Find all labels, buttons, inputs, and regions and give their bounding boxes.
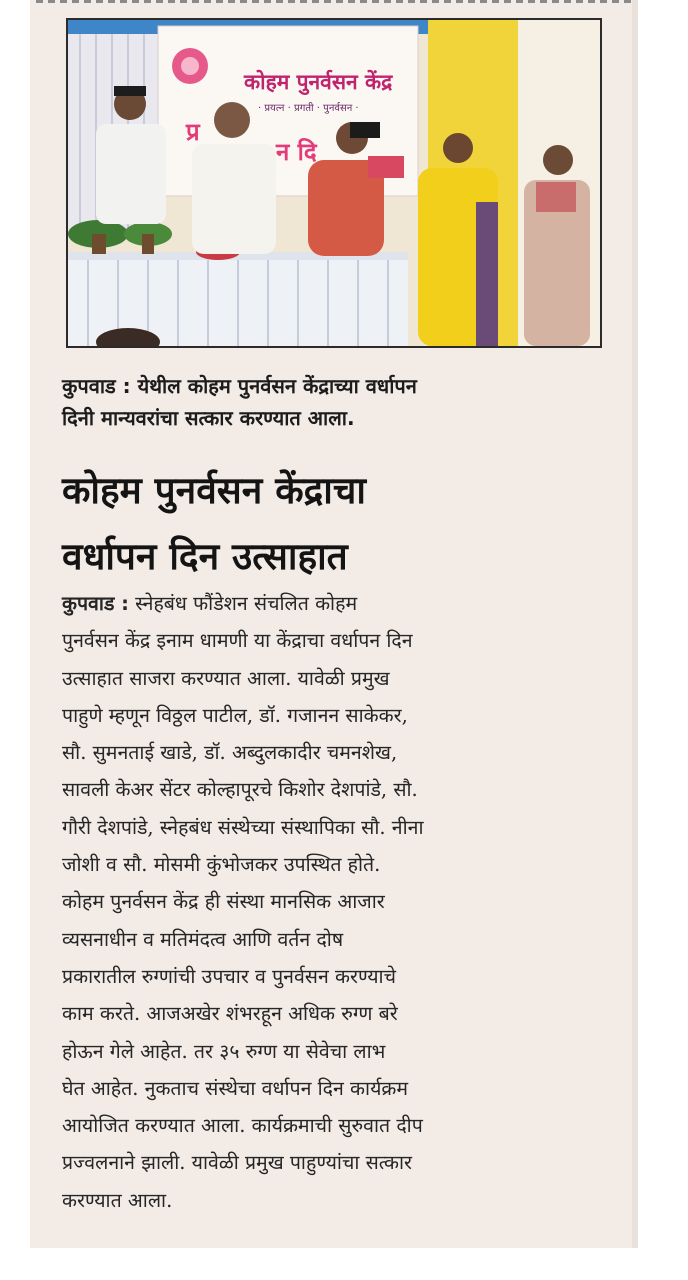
photo-caption <box>62 370 602 434</box>
body-line: प्रज्वलनाने झाली. यावेळी प्रमुख पाहुण्यांचा सत्कार <box>62 1151 413 1175</box>
headline-line: वर्धापन दिन उत्साहात <box>62 535 348 578</box>
caption-line: कुपवाड : येथील कोहम पुनर्वसन केंद्राच्या वर्धापन <box>62 374 417 398</box>
cut-line-divider <box>36 0 632 3</box>
body-line <box>62 585 610 622</box>
body-line: काम करते. आजअखेर शंभरहून अधिक रुग्ण बरे <box>62 1002 398 1026</box>
body-line: व्यसनाधीन व मतिमंदत्व आणि वर्तन दोष <box>62 927 344 951</box>
news-photo <box>66 18 602 348</box>
body-line: घेत आहेत. नुकताच संस्थेचा वर्धापन दिन कार्यक्रम <box>62 1076 409 1100</box>
dateline: कुपवाड : <box>62 592 129 615</box>
body-line: प्रकारातील रुग्णांची उपचार व पुनर्वसन करण्याचे <box>62 964 396 988</box>
headline-line: कोहम पुनर्वसन केंद्राचा <box>62 469 366 512</box>
body-line: गौरी देशपांडे, स्नेहबंध संस्थेच्या संस्थापिका सौ. नीना <box>62 815 424 839</box>
body-line: होऊन गेले आहेत. तर ३५ रुग्ण या सेवेचा लाभ <box>62 1039 386 1063</box>
banner-title: कोहम पुनर्वसन केंद्र <box>244 70 393 94</box>
body-line: आयोजित करण्यात आला. कार्यक्रमाची सुरुवात दीप <box>62 1114 423 1138</box>
article-headline <box>62 458 622 590</box>
caption-line: दिनी मान्यवरांचा सत्कार करण्यात आला. <box>62 406 355 430</box>
svg-text:न दि: न दि <box>276 138 317 166</box>
page-edge-shadow <box>632 0 638 1248</box>
body-line: पुनर्वसन केंद्र इनाम धामणी या केंद्राचा वर्धापन दिन <box>62 629 413 653</box>
body-line-text: स्नेहबंध फौंडेशन संचलित कोहम <box>128 592 358 615</box>
body-line: कोहम पुनर्वसन केंद्र ही संस्था मानसिक आजार <box>62 890 385 914</box>
body-line: सौ. सुमनताई खाडे, डॉ. अब्दुलकादीर चमनशेख, <box>62 741 398 765</box>
body-line: करण्यात आला. <box>62 1188 173 1212</box>
body-line: जोशी व सौ. मोसमी कुंभोजकर उपस्थित होते. <box>62 853 381 877</box>
body-line: पाहुणे म्हणून विठ्ठल पाटील, डॉ. गजानन साकेकर, <box>62 703 408 727</box>
svg-text:प्र: प्र <box>186 118 200 146</box>
body-line: उत्साहात साजरा करण्यात आला. यावेळी प्रमुख <box>62 666 390 690</box>
banner-subtitle: · प्रयत्न · प्रगती · पुनर्वसन · <box>258 103 359 114</box>
body-line: सावली केअर सेंटर कोल्हापूरचे किशोर देशपांडे, सौ. <box>62 778 418 802</box>
article-body <box>62 585 610 1219</box>
